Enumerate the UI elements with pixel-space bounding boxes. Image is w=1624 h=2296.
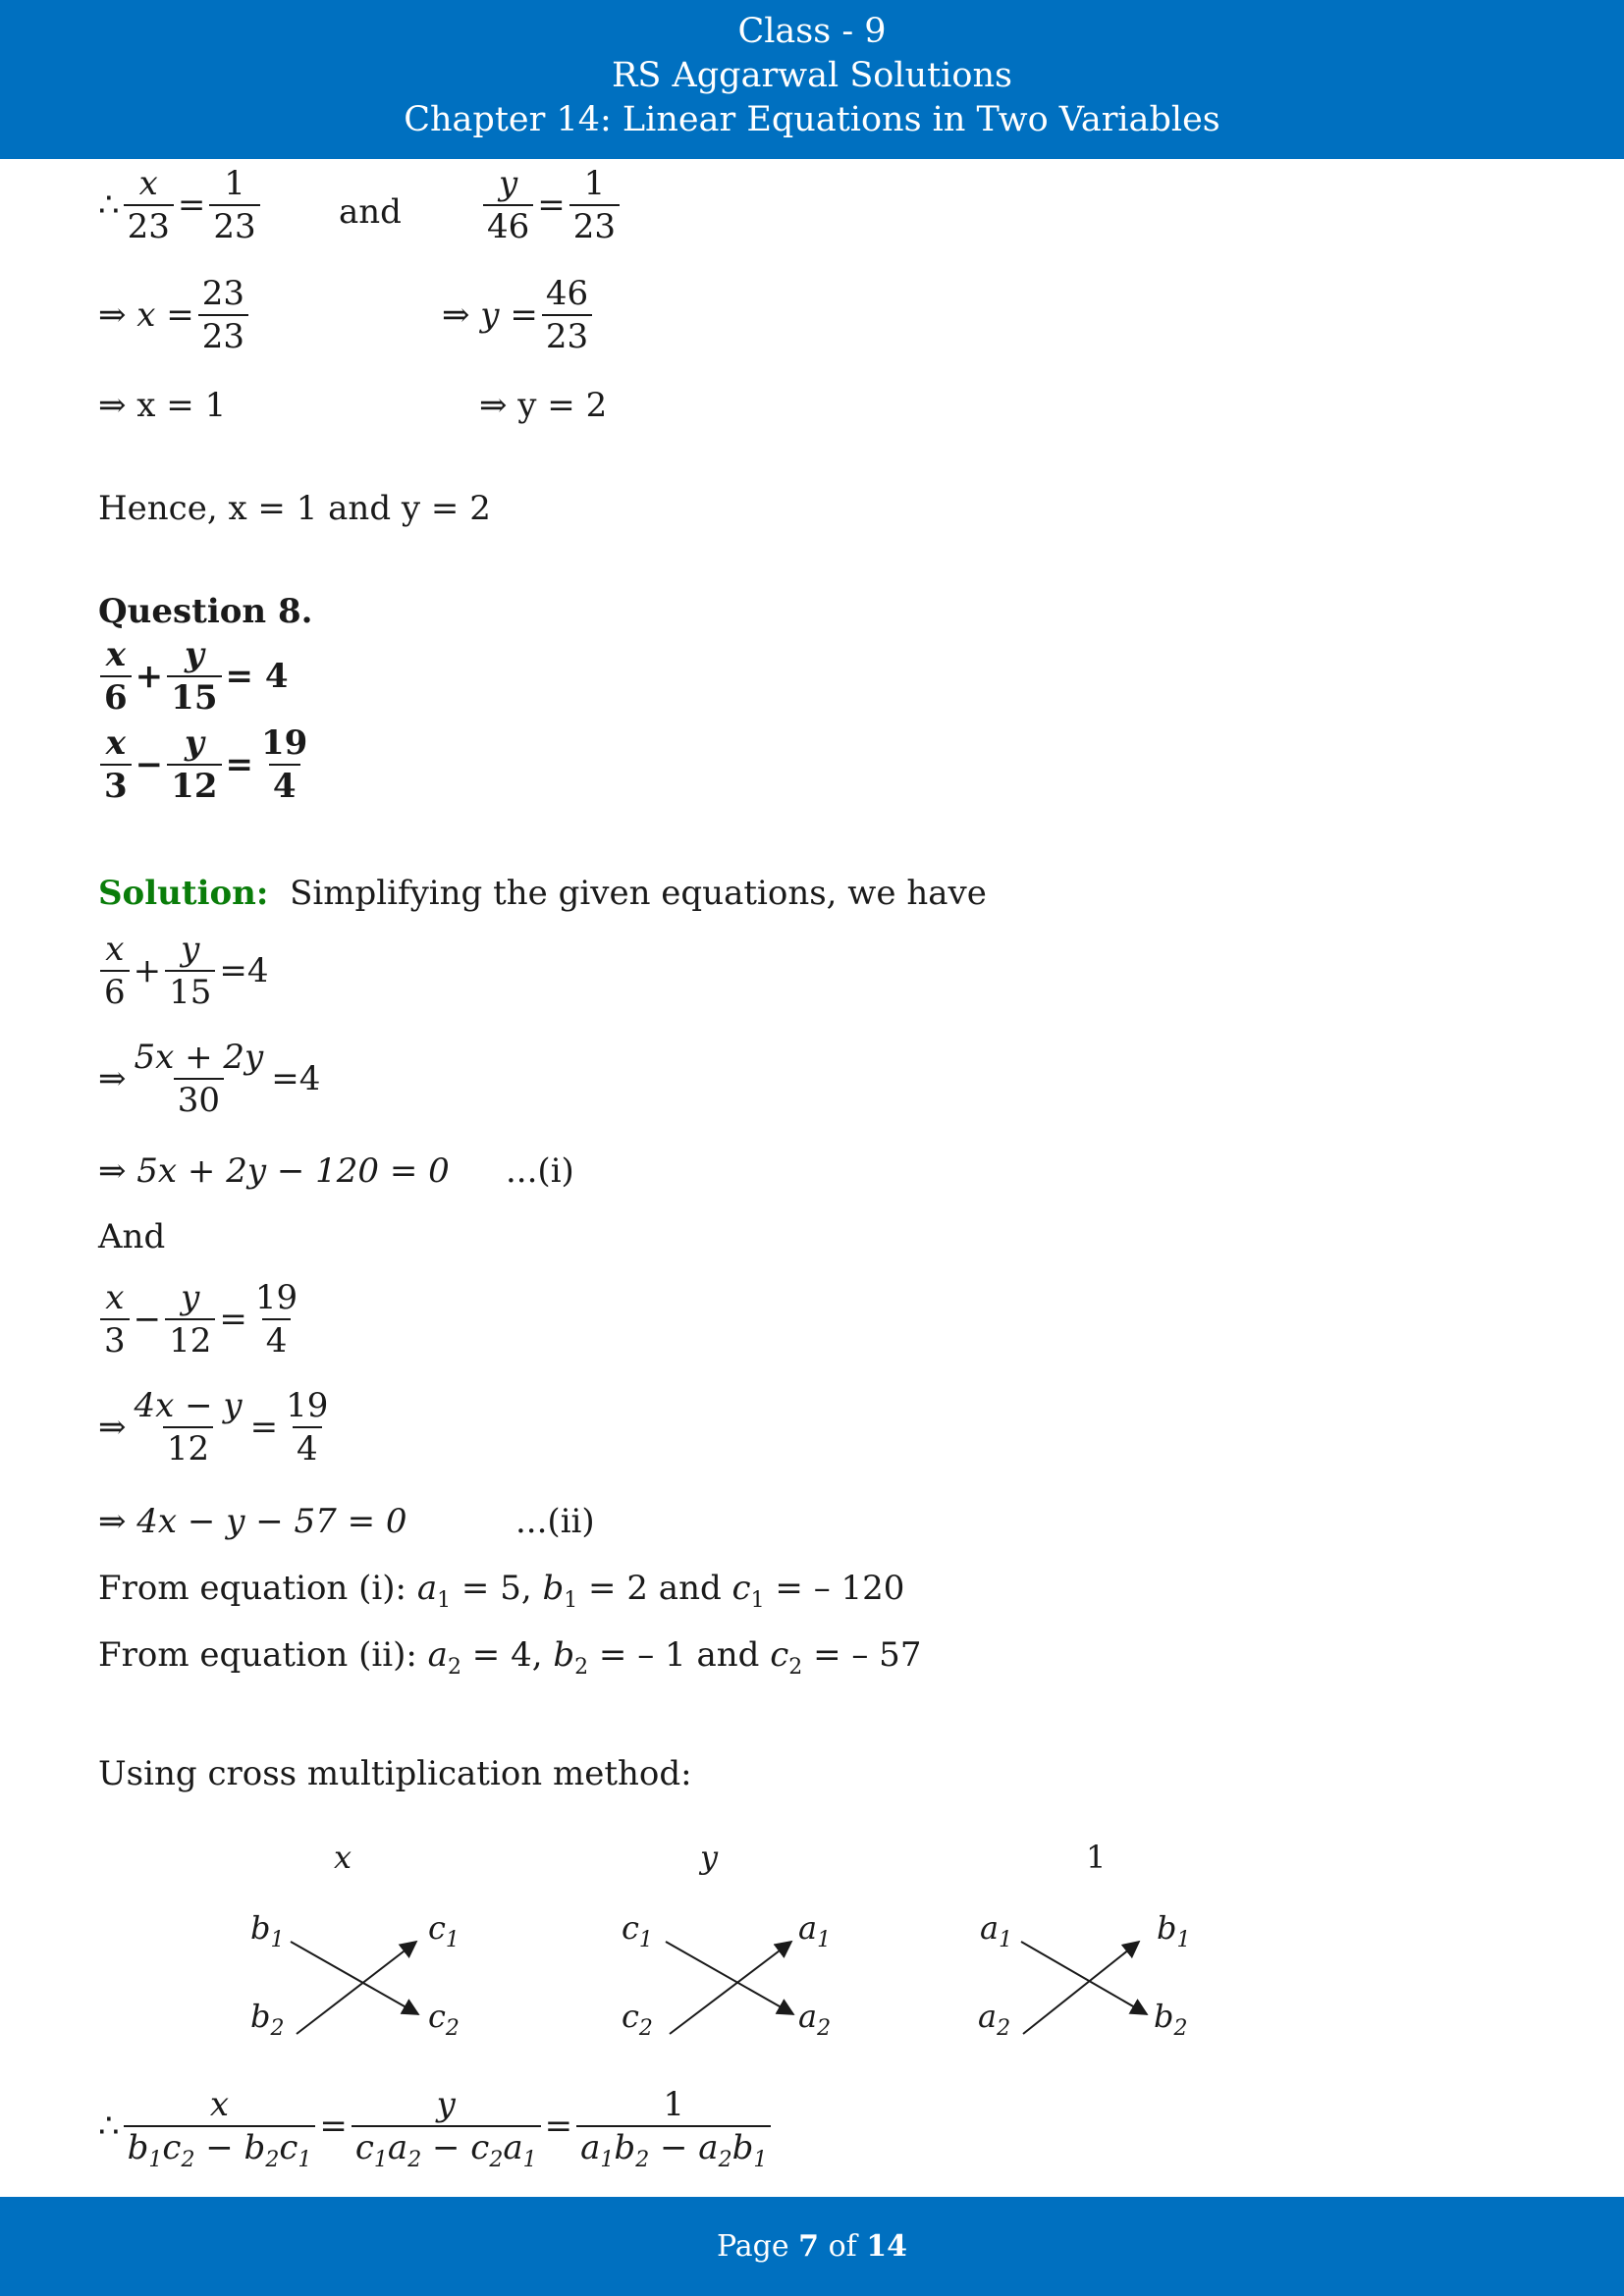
equation-tag-ii: ...(ii) (515, 1502, 595, 1541)
coefficients-line-2: From equation (ii): $a_2 = 4$, $b_2$ = – 1 and $c_2$ = – 57 (98, 1635, 922, 1680)
diagram-b1b: $b_1$ (1157, 1909, 1191, 1952)
top-line-1b: $\frac{y}{46}$ = $\frac{1}{23}$ (479, 165, 623, 245)
solution-step-5: ⇒ $\frac{4x - y}{12}$ = $\frac{19}{4}$ (98, 1386, 329, 1468)
solution-step-6: ⇒ 4x − y − 57 = 0 (98, 1502, 407, 1541)
diagram-header-1: 1 (1086, 1839, 1107, 1876)
header-chapter: Chapter 14: Linear Equations in Two Variables (404, 100, 1220, 139)
diagram-c1: $c_1$ (428, 1909, 460, 1952)
cross-method-intro: Using cross multiplication method: (98, 1754, 692, 1793)
diagram-c2b: $c_2$ (622, 1998, 653, 2041)
top-line-3a: ⇒ x = 1 (98, 386, 227, 425)
hence-line: Hence, x = 1 and y = 2 (98, 489, 491, 528)
equation-tag-i: ...(i) (506, 1151, 574, 1191)
diagram-a1b: $a_1$ (980, 1909, 1013, 1952)
solution-step-4: $\frac{x}{3}$ − $\frac{y}{12}$ = $\frac{19}{4}$ (96, 1279, 305, 1360)
diagram-header-y: y (700, 1839, 719, 1876)
solution-intro: Simplifying the given equations, we have (290, 874, 987, 913)
diagram-a1: $a_1$ (798, 1909, 832, 1952)
diagram-c2: $c_2$ (428, 1998, 460, 2041)
arrow-b1-c2 (291, 1942, 418, 2014)
solution-step-3: ⇒ 5x + 2y − 120 = 0 (98, 1151, 450, 1191)
top-line-2a: ⇒ x = $\frac{23}{23}$ (98, 275, 252, 355)
diagram-b1: $b_1$ (250, 1909, 285, 1952)
arrow-c1-a2 (666, 1942, 793, 2014)
diagram-b2b: $b_2$ (1154, 1998, 1188, 2041)
question-eq2: $\frac{x}{3}$ − $\frac{y}{12}$ = $\frac{19}{4}$ (96, 724, 315, 805)
diagram-a2b: $a_2$ (978, 1998, 1011, 2041)
and-word: and (339, 192, 402, 232)
arrow-a2-b1 (1023, 1942, 1139, 2034)
top-line-3b: ⇒ y = 2 (479, 386, 608, 425)
top-line-1: ∴ $\frac{x}{23}$ = $\frac{1}{23}$ (98, 165, 264, 245)
coefficients-line-1: From equation (i): $a_1 = 5$, $b_1 = 2$ and $c_1$ = – 120 (98, 1569, 905, 1613)
top-line-2b: ⇒ y = $\frac{46}{23}$ (442, 275, 596, 355)
diagram-c1b: $c_1$ (622, 1909, 653, 1952)
solution-label: Solution: (98, 874, 269, 913)
diagram-a2: $a_2$ (798, 1998, 832, 2041)
current-page-number: 7 (798, 2229, 820, 2264)
arrow-a1-b2 (1021, 1942, 1147, 2014)
diagram-header-x: x (334, 1839, 352, 1876)
and-line: And (98, 1217, 166, 1256)
question-title: Question 8. (98, 592, 313, 631)
total-page-number: 14 (866, 2229, 908, 2264)
arrow-c2-a1 (670, 1942, 791, 2034)
solution-step-2: ⇒ $\frac{5x + 2y}{30}$ = 4 (98, 1038, 321, 1120)
solution-step-1: $\frac{x}{6}$ + $\frac{y}{15}$ = 4 (96, 931, 269, 1011)
page-footer: Page 7 of 14 (0, 2197, 1624, 2296)
header-book: RS Aggarwal Solutions (612, 56, 1012, 95)
header-class: Class - 9 (737, 12, 887, 51)
cross-formula: ∴ $\frac{x}{b_1c_2 - b_2c_1}$ = $\frac{y}{c_1a_2 - c_2a_1}$ = $\frac{1}{a_1b_2 - a_2b_1}$ (98, 2086, 775, 2166)
diagram-b2: $b_2$ (250, 1998, 285, 2041)
question-eq1: $\frac{x}{6}$ + $\frac{y}{15}$ = 4 (96, 636, 289, 717)
